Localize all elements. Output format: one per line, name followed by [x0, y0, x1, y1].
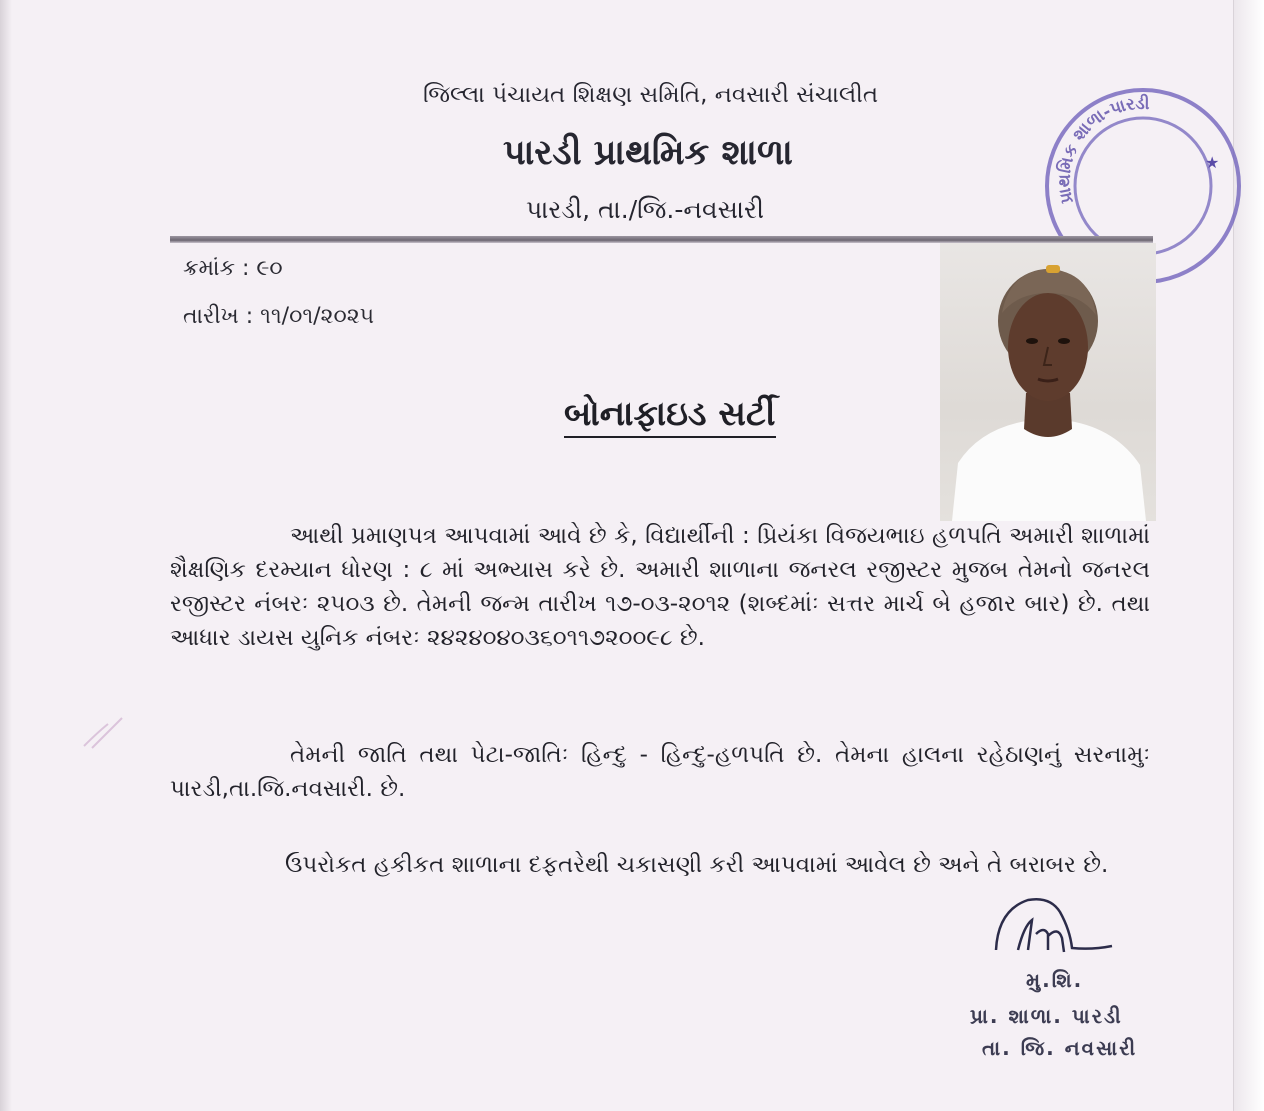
body-paragraph-1: આથી પ્રમાણપત્ર આપવામાં આવે છે કે, વિદ્યાર્થીની : પ્રિયંકા વિજયભાઇ હળપતિ અમારી શાળામાં શૈક્ષણિક દરમ્યાન ધોરણ : ૮ માં અભ્યાસ કરે છે. અમારી શાળાના જનરલ રજીસ્ટર મુજબ તેમનો જનરલ રજીસ્ટર નંબરઃ ૨૫૦૩ છે. તેમની જન્મ તારીખ ૧૭-૦૩-૨૦૧૨ (શબ્દમાંઃ સત્તર માર્ચ બે હજાર બાર) છે. તથા આધાર ડાયસ યુનિક નંબરઃ ૨૪૨૪૦૪૦૩૬૦૧૧૭૨૦૦૯૮ છે.	[170, 523, 1150, 651]
certificate-number: ક્રમાંક : ૯૦	[183, 256, 283, 281]
scan-edge-left	[0, 0, 12, 1111]
signatory-location: તા. જિ. નવસારી	[982, 1036, 1138, 1060]
signatory-school: પ્રા. શાળા. પારડી	[970, 1004, 1123, 1028]
body-paragraph-3: ઉપરોકત હકીકત શાળાના દફતરેથી ચકાસણી કરી આપવામાં આવેલ છે અને તે બરાબર છે.	[285, 852, 1109, 878]
handwritten-signature-icon	[988, 890, 1128, 970]
certificate-title: બોનાફાઇડ સર્ટી	[564, 394, 776, 438]
certificate-date: તારીખ : ૧૧/૦૧/૨૦૨૫	[183, 304, 375, 329]
school-address: પારડી, તા./જિ.-નવસારી	[526, 195, 765, 224]
signatory-title: મુ.શિ.	[1026, 968, 1084, 992]
student-photo-icon	[940, 243, 1156, 521]
svg-text:★: ★	[1205, 153, 1220, 172]
header-subtitle: જિલ્લા પંચાયત શિક્ષણ સમિતિ, નવસારી સંચાલીત	[423, 82, 879, 108]
body-paragraph-2: તેમની જાતિ તથા પેટા-જાતિઃ હિન્દુ - હિન્દુ-હળપતિ છે. તેમના હાલના રહેઠાણનું સરનામુઃ પારડી,તા.જિ.નવસારી. છે.	[170, 742, 1150, 802]
student-photo	[940, 243, 1156, 521]
svg-text:પ્રાથમિક શાળા-પારડી	[1054, 93, 1150, 205]
header-divider	[170, 236, 1153, 243]
stamp-text-top: પ્રાથમિક શાળા-પારડી	[1054, 93, 1150, 206]
stray-mark-icon	[78, 712, 138, 752]
school-name: પારડી પ્રાથમિક શાળા	[503, 133, 793, 173]
